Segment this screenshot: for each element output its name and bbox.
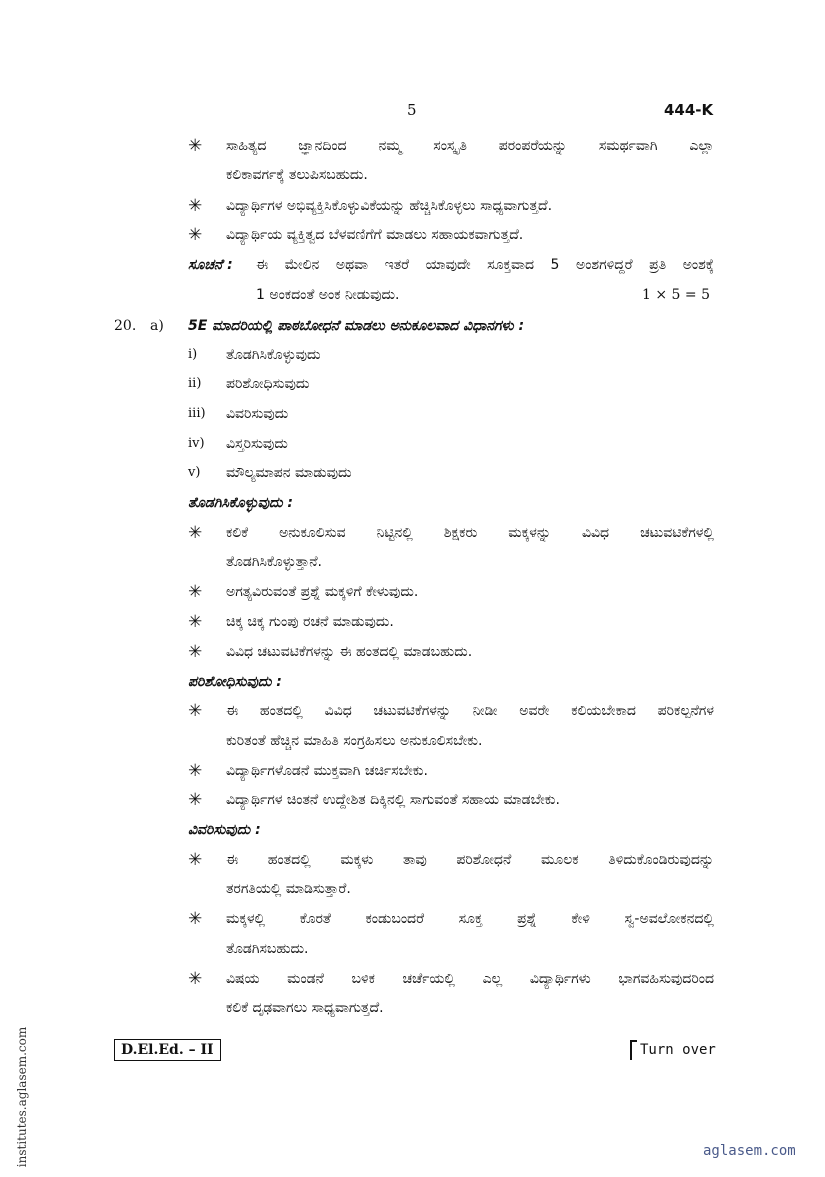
question-part: a)	[150, 318, 164, 334]
bullet-icon: ✳	[188, 909, 203, 929]
bullet-icon: ✳	[188, 701, 203, 721]
point-text: ಈ ಹಂತದಲ್ಲಿ ವಿವಿಧ ಚಟುವಟಿಕೆಗಳನ್ನು ನೀಡೀ ಅವರೇ ಕಲಿಯಬೇಕಾದ ಪರಿಕಲ್ಪನೆಗಳ	[226, 703, 714, 719]
step-number: ii)	[188, 376, 202, 391]
bullet-icon: ✳	[188, 136, 203, 156]
point-text: ಮಕ್ಕಳಲ್ಲಿ ಕೊರತೆ ಕಂಡುಬಂದರೆ ಸೂಕ್ತ ಪ್ರಶ್ನೆ ಕೇಳಿ ಸ್ವ-ಅವಲೋಕನದಲ್ಲಿ	[226, 911, 714, 927]
bullet-icon: ✳	[188, 850, 203, 870]
point-text: ವಿದ್ಯಾರ್ಥಿಗಳ ಚಿಂತನೆ ಉದ್ದೇಶಿತ ದಿಕ್ಕಿನಲ್ಲಿ ಸಾಗುವಂತೆ ಸಹಾಯ ಮಾಡಬೇಕು.	[226, 792, 560, 808]
step-number: v)	[188, 465, 201, 480]
section-title: ತೊಡಗಿಸಿಕೊಳ್ಳುವುದು :	[188, 495, 294, 511]
point-text: ತರಗತಿಯಲ್ಲಿ ಮಾಡಿಸುತ್ತಾರೆ.	[226, 881, 351, 897]
course-code: D.El.Ed. – II	[121, 1042, 214, 1058]
step-text: ವಿವರಿಸುವುದು	[226, 406, 289, 422]
point-text: ವಿವಿಧ ಚಟುವಟಿಕೆಗಳನ್ನು ಈ ಹಂತದಲ್ಲಿ ಮಾಡಬಹುದು.	[226, 644, 473, 660]
bullet-icon: ✳	[188, 642, 203, 662]
point-text: ಸಾಹಿತ್ಯದ ಜ್ಞಾನದಿಂದ ನಮ್ಮ ಸಂಸ್ಕೃತಿ ಪರಂಪರೆಯನ್ನು ಸಮರ್ಥವಾಗಿ ಎಲ್ಲಾ	[226, 138, 714, 154]
point-text: ಕಲಿಕೆ ದೃಢವಾಗಲು ಸಾಧ್ಯವಾಗುತ್ತದೆ.	[226, 1000, 384, 1016]
point-text: ಕಲಿಕೆ ಅನುಕೂಲಿಸುವ ನಿಟ್ಟಿನಲ್ಲಿ ಶಿಕ್ಷಕರು ಮಕ್ಕಳನ್ನು ವಿವಿಧ ಚಟುವಟಿಕೆಗಳಲ್ಲಿ	[226, 525, 714, 541]
step-text: ವಿಸ್ತರಿಸುವುದು	[226, 436, 288, 452]
point-text: ವಿಷಯ ಮಂಡನೆ ಬಳಿಕ ಚರ್ಚೆಯಲ್ಲಿ ಎಲ್ಲ ವಿದ್ಯಾರ್ಥಿಗಳು ಭಾಗವಹಿಸುವುದರಿಂದ	[226, 971, 714, 987]
question-heading: 5E ಮಾದರಿಯಲ್ಲಿ ಪಾಠಬೋಧನೆ ಮಾಡಲು ಅನುಕೂಲವಾದ ವಿಧಾನಗಳು :	[188, 318, 525, 334]
bullet-icon: ✳	[188, 761, 203, 781]
bullet-icon: ✳	[188, 790, 203, 810]
step-number: iv)	[188, 436, 205, 451]
bullet-icon: ✳	[188, 969, 203, 989]
point-text: ಕುರಿತಂತೆ ಹೆಚ್ಚಿನ ಮಾಹಿತಿ ಸಂಗ್ರಹಿಸಲು ಅನುಕೂಲಿಸಬೇಕು.	[226, 733, 483, 749]
point-text: ಅಗತ್ಯವಿರುವಂತೆ ಪ್ರಶ್ನೆ ಮಕ್ಕಳಿಗೆ ಕೇಳುವುದು.	[226, 584, 419, 600]
point-text: ತೊಡಗಿಸಬಹುದು.	[226, 941, 309, 957]
turn-over: Turn over	[640, 1042, 716, 1058]
point-text: ವಿದ್ಯಾರ್ಥಿಗಳ ಅಭಿವ್ಯಕ್ತಿಸಿಕೊಳ್ಳುವಿಕೆಯನ್ನು ಹೆಚ್ಚಿಸಿಕೊಳ್ಳಲು ಸಾಧ್ಯವಾಗುತ್ತದೆ.	[226, 198, 553, 214]
section-title: ಪರಿಶೋಧಿಸುವುದು :	[188, 674, 282, 690]
point-text: ಈ ಹಂತದಲ್ಲಿ ಮಕ್ಕಳು ತಾವು ಪರಿಶೋಧನೆ ಮೂಲಕ ತಿಳಿದುಕೊಂಡಿರುವುದನ್ನು	[226, 852, 714, 868]
bullet-icon: ✳	[188, 612, 203, 632]
section-title: ವಿವರಿಸುವುದು :	[188, 822, 261, 838]
point-text: ವಿದ್ಯಾರ್ಥಿಗಳೊಡನೆ ಮುಕ್ತವಾಗಿ ಚರ್ಚಿಸಬೇಕು.	[226, 763, 428, 779]
point-text: ಕಲಿಕಾವರ್ಗಕ್ಕೆ ತಲುಪಿಸಬಹುದು.	[226, 167, 368, 183]
point-text: ಚಿಕ್ಕ ಚಿಕ್ಕ ಗುಂಪು ರಚನೆ ಮಾಡುವುದು.	[226, 614, 394, 630]
course-code-box	[114, 1039, 221, 1061]
point-text: ವಿದ್ಯಾರ್ಥಿಯ ವ್ಯಕ್ತಿತ್ವದ ಬೆಳವಣಿಗೆಗೆ ಮಾಡಲು ಸಹಾಯಕವಾಗುತ್ತದೆ.	[226, 227, 524, 243]
bullet-icon: ✳	[188, 196, 203, 216]
bullet-icon: ✳	[188, 225, 203, 245]
bullet-icon: ✳	[188, 582, 203, 602]
step-number: i)	[188, 347, 198, 362]
note-marks: 1 × 5 = 5	[642, 287, 710, 303]
paper-code: 444-K	[664, 101, 714, 119]
step-text: ತೊಡಗಿಸಿಕೊಳ್ಳುವುದು	[226, 347, 321, 363]
step-number: iii)	[188, 406, 206, 421]
side-watermark: institutes.aglasem.com	[15, 1026, 29, 1168]
question-number: 20.	[114, 318, 137, 334]
note-label: ಸೂಚನೆ :	[188, 257, 233, 273]
page-number: 5	[407, 101, 417, 119]
step-text: ಪರಿಶೋಧಿಸುವುದು	[226, 376, 310, 392]
point-text: ತೊಡಗಿಸಿಕೊಳ್ಳುತ್ತಾನೆ.	[226, 554, 322, 570]
step-text: ಮೌಲ್ಯಮಾಪನ ಮಾಡುವುದು	[226, 465, 352, 481]
note-text: 1 ಅಂಕದಂತೆ ಅಂಕ ನೀಡುವುದು.	[256, 287, 400, 303]
bottom-watermark: aglasem.com	[703, 1143, 796, 1159]
note-text: ಈ ಮೇಲಿನ ಅಥವಾ ಇತರೆ ಯಾವುದೇ ಸೂಕ್ತವಾದ 5 ಅಂಶಗಳಿದ್ದರೆ ಪ್ರತಿ ಅಂಶಕ್ಕೆ	[256, 257, 714, 273]
turn-over-bracket	[630, 1040, 637, 1060]
bullet-icon: ✳	[188, 523, 203, 543]
